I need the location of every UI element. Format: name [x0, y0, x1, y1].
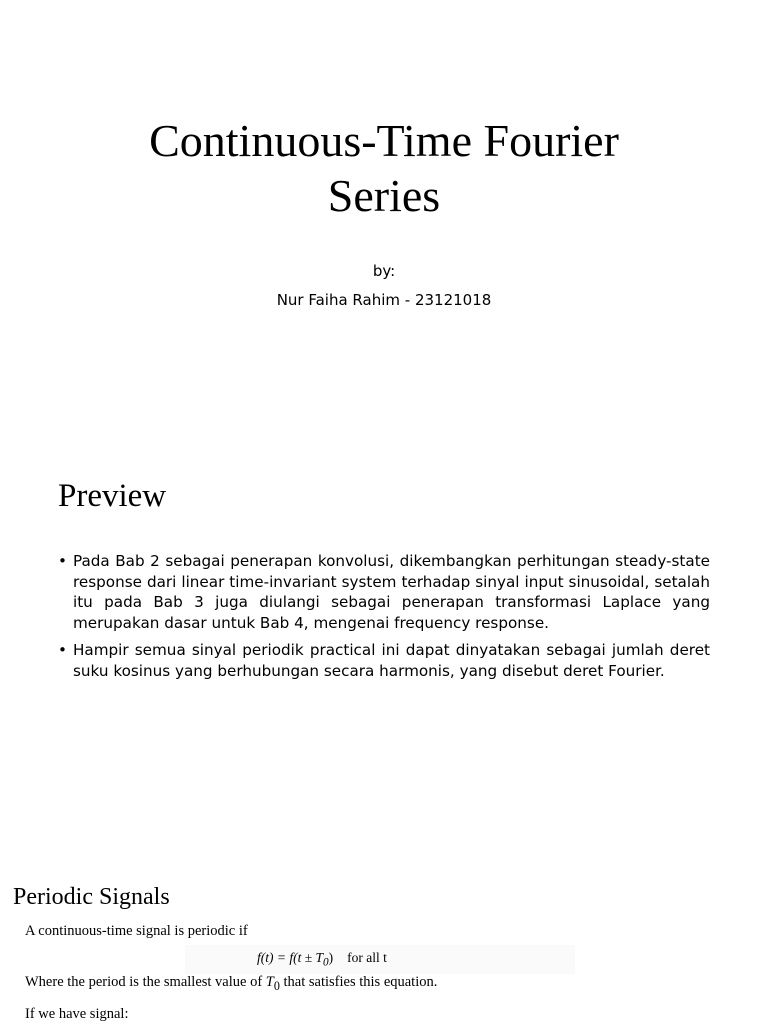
equation-suffix: for all t: [347, 950, 387, 965]
preview-heading: Preview: [58, 478, 167, 514]
signal-intro-text: If we have signal:: [25, 1006, 129, 1022]
equation-left: f(t) = f(t ± T: [257, 950, 324, 965]
bullet-text: Hampir semua sinyal periodik practical ini dapat dinyatakan sebagai jumlah deret suku kosinus yang berhubungan secara harmonis, yang disebut deret Fourier.: [73, 641, 710, 680]
equation-subscript: 0: [323, 956, 329, 969]
periodic-heading: Periodic Signals: [13, 884, 170, 910]
bullet-item: [58, 551, 710, 633]
author-name: Nur Faiha Rahim - 23121018: [276, 291, 492, 309]
title-line-2: Series: [327, 170, 441, 221]
title-slide: [0, 0, 768, 410]
title-line-1: Continuous-Time Fourier: [149, 115, 619, 166]
slide-title: [0, 113, 768, 223]
preview-bullet-list: [58, 551, 710, 688]
period-explanation-text: [25, 974, 437, 994]
period-variable-subscript: 0: [273, 978, 280, 993]
bullet-text: Pada Bab 2 sebagai penerapan konvolusi, dikembangkan perhitungan steady-state response dari linear time-invariant system terhadap sinyal input sinusoidal, setalah itu pada Bab 3 juga diulangi sebagai penerapan transformasi Laplace yang merupakan dasar untuk Bab 4, mengenai frequency response.: [73, 552, 710, 632]
equation-close: ): [328, 950, 334, 965]
bullet-marker: •: [58, 552, 67, 570]
by-label: by:: [372, 262, 396, 280]
periodicity-equation: [257, 950, 387, 969]
preview-slide: [0, 410, 768, 850]
period-text-pre: Where the period is the smallest value of: [25, 974, 266, 990]
bullet-marker: •: [58, 641, 67, 659]
equation-image: [185, 945, 575, 974]
period-variable: T: [265, 974, 274, 990]
bullet-item: [58, 640, 710, 681]
period-text-post: that satisfies this equation.: [279, 974, 438, 990]
periodic-signals-slide: [0, 850, 768, 1024]
periodic-definition-text: A continuous-time signal is periodic if: [25, 923, 248, 939]
